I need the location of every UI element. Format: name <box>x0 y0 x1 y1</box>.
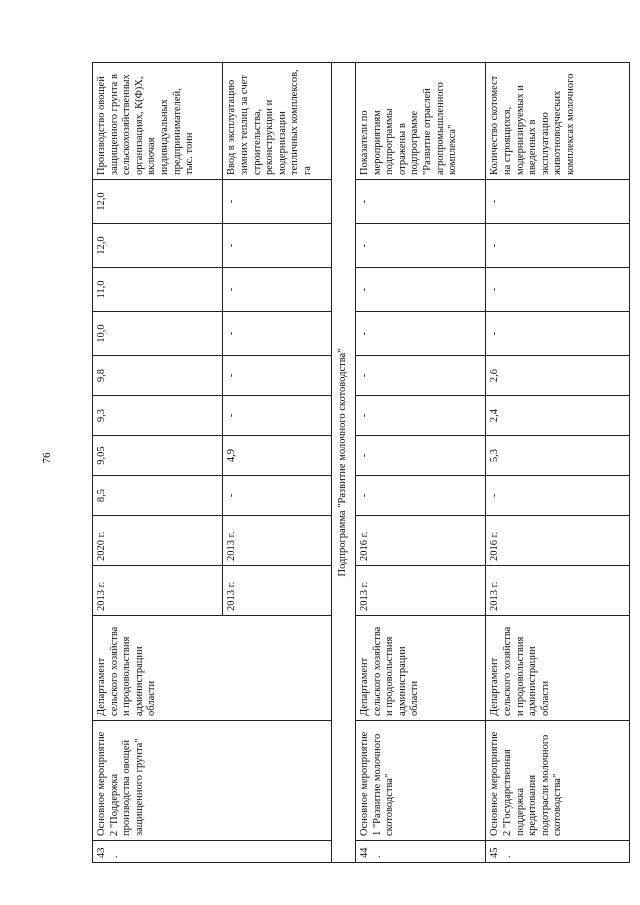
row-number: 44. <box>356 841 486 863</box>
start-year: 2013 г. <box>486 566 630 616</box>
executor: Департамент сельского хозяйства и продовольствия администрации области <box>486 616 630 721</box>
start-year: 2013 г. <box>356 566 486 616</box>
value-cell: - <box>223 312 332 356</box>
indicator: Количество скотомест на строящихся, модернизируемых и введенных в эксплуатацию животноводческих комплексах молочного <box>486 63 630 180</box>
end-year: 2013 г. <box>223 516 332 566</box>
table-row <box>356 63 486 863</box>
value-cell: - <box>356 356 486 396</box>
value-cell: 5,3 <box>486 436 630 476</box>
value-cell: - <box>223 476 332 516</box>
value-cell: - <box>486 224 630 268</box>
event-name: Основное мероприятие 1 "Развитие молочного скотоводства" <box>356 721 486 841</box>
value-cell: - <box>223 268 332 312</box>
value-cell: - <box>223 224 332 268</box>
value-cell: - <box>486 180 630 224</box>
value-cell: 8,5 <box>93 476 223 516</box>
start-year: 2013 г. <box>223 566 332 616</box>
value-cell: - <box>486 268 630 312</box>
value-cell: 12,0 <box>93 180 223 224</box>
value-cell: - <box>356 312 486 356</box>
end-year: 2020 г. <box>93 516 223 566</box>
table-row <box>93 63 223 863</box>
subprogram-header-row <box>332 63 356 863</box>
value-cell: - <box>223 396 332 436</box>
value-cell: 11,0 <box>93 268 223 312</box>
value-cell: 2,6 <box>486 356 630 396</box>
subprogram-title: Подпрограмма "Развитие молочного скотоводства" <box>332 63 356 863</box>
value-cell: 9,3 <box>93 396 223 436</box>
event-name: Основное мероприятие 2 "Поддержка производства овощей защищенного грунта" <box>93 721 332 841</box>
value-cell: - <box>356 476 486 516</box>
event-name: Основное мероприятие 2 "Государственная поддержка кредитования подотрасли молочного скотоводства" <box>486 721 630 841</box>
value-cell: - <box>486 476 630 516</box>
indicator: Производство овощей защищенного грунта в сельскохозяйственных организациях, К(Ф)Х, включая индивидуальных предпринимателей, тыс. тонн <box>93 63 223 180</box>
executor: Департамент сельского хозяйства и продовольствия администрации области <box>93 616 332 721</box>
value-cell: 12,0 <box>93 224 223 268</box>
start-year: 2013 г. <box>93 566 223 616</box>
value-cell: - <box>356 268 486 312</box>
indicator: Показатели по мероприятиям подпрограммы отражены в подпрограмме "Развитие отраслей агропромышленного комплекса" <box>356 63 486 180</box>
value-cell: 9,8 <box>93 356 223 396</box>
value-cell: - <box>356 396 486 436</box>
end-year: 2016 г. <box>356 516 486 566</box>
row-number: 45. <box>486 841 630 863</box>
value-cell: - <box>486 312 630 356</box>
program-table <box>92 62 630 863</box>
executor: Департамент сельского хозяйства и продовольствия администрации области <box>356 616 486 721</box>
value-cell: 2,4 <box>486 396 630 436</box>
table-rotated-container <box>92 63 630 863</box>
value-cell: - <box>223 180 332 224</box>
value-cell: 4,9 <box>223 436 332 476</box>
value-cell: - <box>356 224 486 268</box>
value-cell: - <box>223 356 332 396</box>
value-cell: 10,0 <box>93 312 223 356</box>
value-cell: - <box>356 436 486 476</box>
value-cell: - <box>356 180 486 224</box>
value-cell: 9,05 <box>93 436 223 476</box>
table-row <box>486 63 630 863</box>
end-year: 2016 г. <box>486 516 630 566</box>
row-number: 43. <box>93 841 332 863</box>
indicator: Ввод в эксплуатацию зимних теплиц за счет строительства, реконструкции и модернизации тепличных комплексов, га <box>223 63 332 180</box>
page-number: 76 <box>41 452 53 464</box>
